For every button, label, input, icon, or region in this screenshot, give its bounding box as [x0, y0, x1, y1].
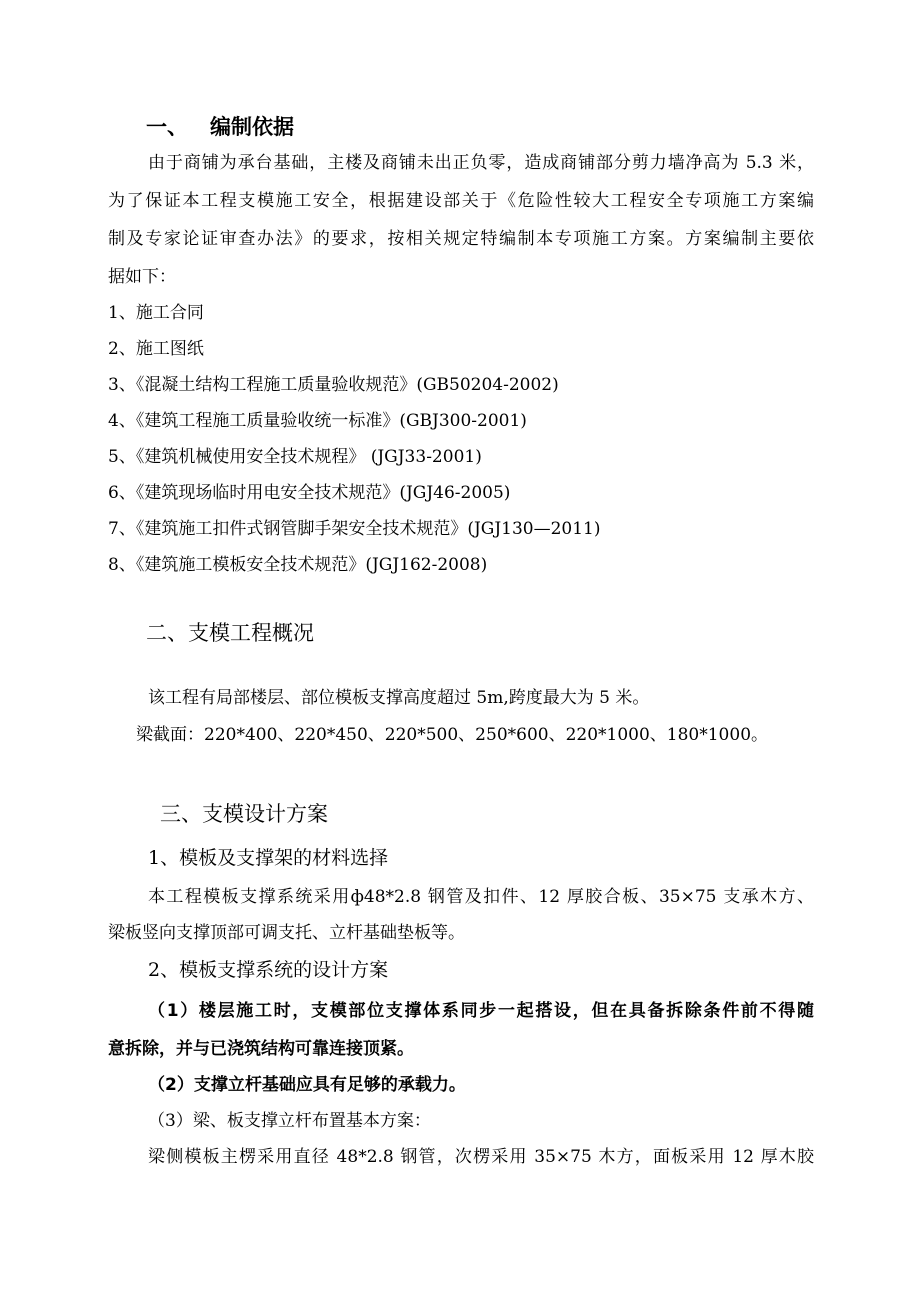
- bold-paragraph-line: 意拆除，并与已浇筑结构可靠连接顶紧。: [108, 1039, 414, 1059]
- bold-paragraph-line: （2）支撑立杆基础应具有足够的承载力。: [148, 1075, 466, 1095]
- paragraph-line: 梁侧模板主楞采用直径 48*2.8 钢管，次楞采用 35×75 木方，面板采用 12 厚木胶: [148, 1147, 814, 1167]
- section-2-heading: 二、支模工程概况: [146, 621, 314, 645]
- list-item: 7、《建筑施工扣件式钢管脚手架安全技术规范》(JGJ130—2011): [108, 519, 601, 539]
- paragraph-line: 据如下：: [108, 267, 176, 287]
- subsection-2-heading: 2、模板支撑系统的设计方案: [148, 959, 389, 981]
- paragraph-line: 本工程模板支撑系统采用ф48*2.8 钢管及扣件、12 厚胶合板、35×75 支承木方、: [148, 887, 814, 907]
- section-3-heading: 三、支模设计方案: [160, 802, 328, 826]
- section-1-heading: [146, 114, 294, 140]
- bold-paragraph-line: （1）楼层施工时，支模部位支撑体系同步一起搭设，但在具备拆除条件前不得随: [148, 1001, 814, 1021]
- list-item: 5、《建筑机械使用安全技术规程》 (JGJ33-2001): [108, 447, 482, 467]
- paragraph-line: 由于商铺为承台基础，主楼及商铺未出正负零，造成商铺部分剪力墙净高为 5.3 米，: [148, 153, 814, 173]
- list-item: 1、施工合同: [108, 303, 204, 323]
- section-1-title: 编制依据: [210, 115, 294, 139]
- section-1-number: 一、: [146, 115, 188, 139]
- list-item: 2、施工图纸: [108, 339, 204, 359]
- list-item: 4、《建筑工程施工质量验收统一标准》(GBJ300-2001): [108, 411, 527, 431]
- paragraph-line: 制及专家论证审查办法》的要求，按相关规定特编制本专项施工方案。方案编制主要依: [108, 229, 814, 249]
- subsection-1-heading: 1、模板及支撑架的材料选择: [148, 847, 389, 869]
- list-item: 6、《建筑现场临时用电安全技术规范》(JGJ46-2005): [108, 483, 511, 503]
- paragraph-line: 该工程有局部楼层、部位模板支撑高度超过 5m,跨度最大为 5 米。: [148, 688, 650, 708]
- list-item: 3、《混凝土结构工程施工质量验收规范》(GB50204-2002): [108, 375, 559, 395]
- beam-sections-line: 梁截面：220*400、220*450、220*500、250*600、220*1000、180*1000。: [136, 725, 769, 745]
- list-item: 8、《建筑施工模板安全技术规范》(JGJ162-2008): [108, 555, 488, 575]
- paragraph-line: 梁板竖向支撑顶部可调支托、立杆基础垫板等。: [108, 923, 465, 943]
- paragraph-line: 为了保证本工程支模施工安全，根据建设部关于《危险性较大工程安全专项施工方案编: [108, 191, 814, 211]
- paragraph-line: （3）梁、板支撑立杆布置基本方案：: [148, 1111, 431, 1131]
